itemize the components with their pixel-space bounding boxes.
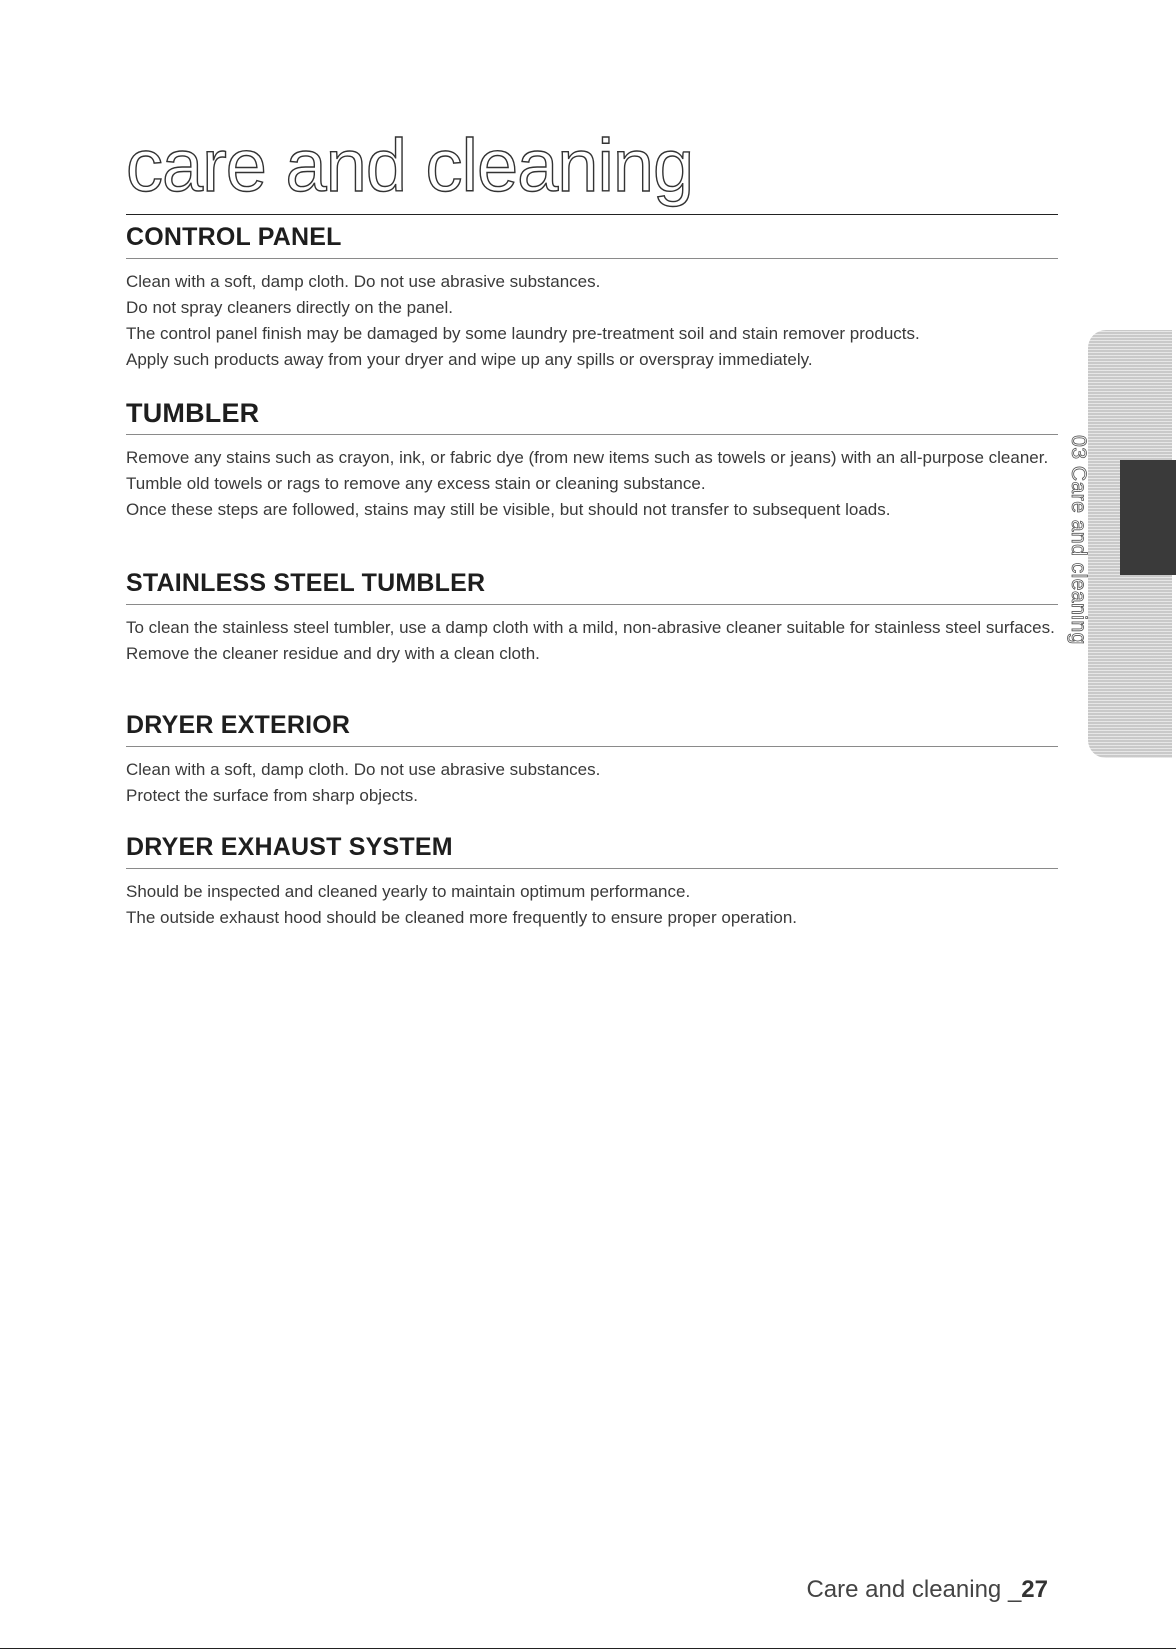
paragraph: Should be inspected and cleaned yearly to maintain optimum performance. [126,882,691,901]
paragraph: Apply such products away from your dryer and wipe up any spills or overspray immediately. [126,350,813,369]
section-tumbler [126,394,1058,523]
section-heading: CONTROL PANEL [126,218,1058,259]
section-heading: DRYER EXHAUST SYSTEM [126,828,1058,869]
footer-label: Care and cleaning _ [806,1576,1022,1603]
section-heading: STAINLESS STEEL TUMBLER [126,564,1058,605]
section-stainless-steel-tumbler [126,564,1058,667]
paragraph: Once these steps are followed, stains may still be visible, but should not transfer to subsequent loads. [126,500,891,519]
paragraph: Clean with a soft, damp cloth. Do not use abrasive substances. [126,760,601,779]
section-dryer-exterior [126,706,1058,809]
section-heading: TUMBLER [126,394,1058,435]
page-footer [806,1576,1048,1604]
section-control-panel [126,218,1058,373]
paragraph: Tumble old towels or rags to remove any excess stain or cleaning substance. [126,474,706,493]
paragraph: Protect the surface from sharp objects. [126,786,418,805]
page-number: 27 [1021,1576,1048,1603]
paragraph: The outside exhaust hood should be cleaned more frequently to ensure proper operation. [126,908,798,927]
paragraph: Remove any stains such as crayon, ink, or fabric dye (from new items such as towels or jeans) with an all-purpose cleaner. [126,448,1049,467]
bottom-divider [0,1648,1176,1649]
chapter-tab-label: 03 Care and cleaning [1067,435,1090,645]
paragraph: Clean with a soft, damp cloth. Do not use abrasive substances. [126,272,601,291]
paragraph: Remove the cleaner residue and dry with a clean cloth. [126,644,540,663]
section-dryer-exhaust-system [126,828,1058,931]
paragraph: Do not spray cleaners directly on the panel. [126,298,453,317]
page-title: care and cleaning [126,118,1058,215]
paragraph: To clean the stainless steel tumbler, use a damp cloth with a mild, non-abrasive cleaner suitable for stainless steel surfaces. [126,618,1055,637]
paragraph: The control panel finish may be damaged by some laundry pre-treatment soil and stain remover products. [126,324,920,343]
chapter-tab-marker [1120,460,1176,575]
section-heading: DRYER EXTERIOR [126,706,1058,747]
